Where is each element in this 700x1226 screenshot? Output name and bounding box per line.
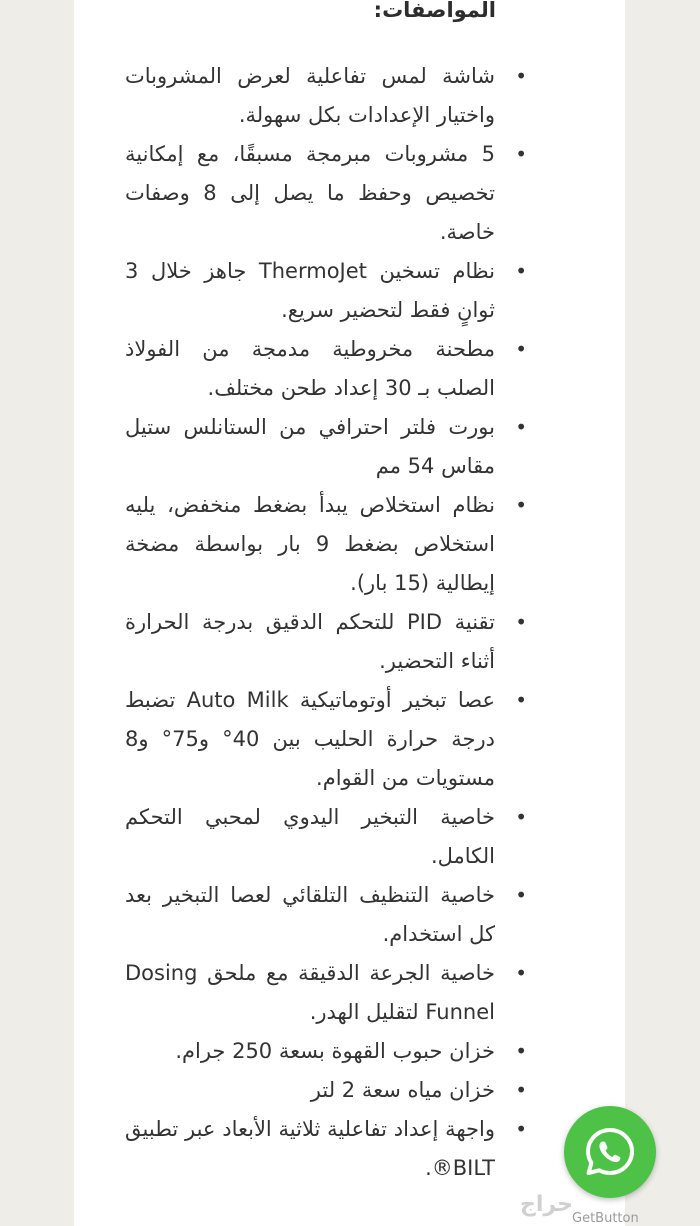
spec-item: • شاشة لمس تفاعلية لعرض المشروبات واختيار الإعدادات بكل سهولة. [125, 57, 495, 135]
spec-item: • تقنية PID للتحكم الدقيق بدرجة الحرارة أثناء التحضير. [125, 603, 495, 681]
spec-item: • واجهة إعداد تفاعلية ثلاثية الأبعاد عبر تطبيق BILT®. [125, 1110, 495, 1188]
getbutton-credit-link[interactable]: GetButton [572, 1211, 639, 1226]
spec-item: • بورت فلتر احترافي من الستانلس ستيل مقاس 54 مم [125, 408, 495, 486]
whatsapp-chat-button[interactable] [564, 1106, 656, 1198]
site-watermark: حراج [520, 1192, 573, 1217]
spec-item: • خزان حبوب القهوة بسعة 250 جرام. [125, 1032, 495, 1071]
specs-list [125, 57, 495, 1188]
specs-heading: المواصفات: [373, 0, 496, 22]
spec-item: • مطحنة مخروطية مدمجة من الفولاذ الصلب بـ 30 إعداد طحن مختلف. [125, 330, 495, 408]
spec-item: • خاصية التبخير اليدوي لمحبي التحكم الكامل. [125, 798, 495, 876]
spec-item: • نظام تسخين ThermoJet جاهز خلال 3 ثوانٍ فقط لتحضير سريع. [125, 252, 495, 330]
spec-item: • خاصية الجرعة الدقيقة مع ملحق Dosing Funnel لتقليل الهدر. [125, 954, 495, 1032]
spec-item: • خزان مياه سعة 2 لتر [125, 1071, 495, 1110]
content-card [74, 0, 625, 1226]
spec-item: • نظام استخلاص يبدأ بضغط منخفض، يليه استخلاص بضغط 9 بار بواسطة مضخة إيطالية (15 بار). [125, 486, 495, 603]
spec-item: • عصا تبخير أوتوماتيكية Auto Milk تضبط درجة حرارة الحليب بين 40° و75° و8 مستويات من القوام. [125, 681, 495, 798]
spec-item: • 5 مشروبات مبرمجة مسبقًا، مع إمكانية تخصيص وحفظ ما يصل إلى 8 وصفات خاصة. [125, 135, 495, 252]
spec-item: • خاصية التنظيف التلقائي لعصا التبخير بعد كل استخدام. [125, 876, 495, 954]
whatsapp-icon [582, 1124, 638, 1180]
